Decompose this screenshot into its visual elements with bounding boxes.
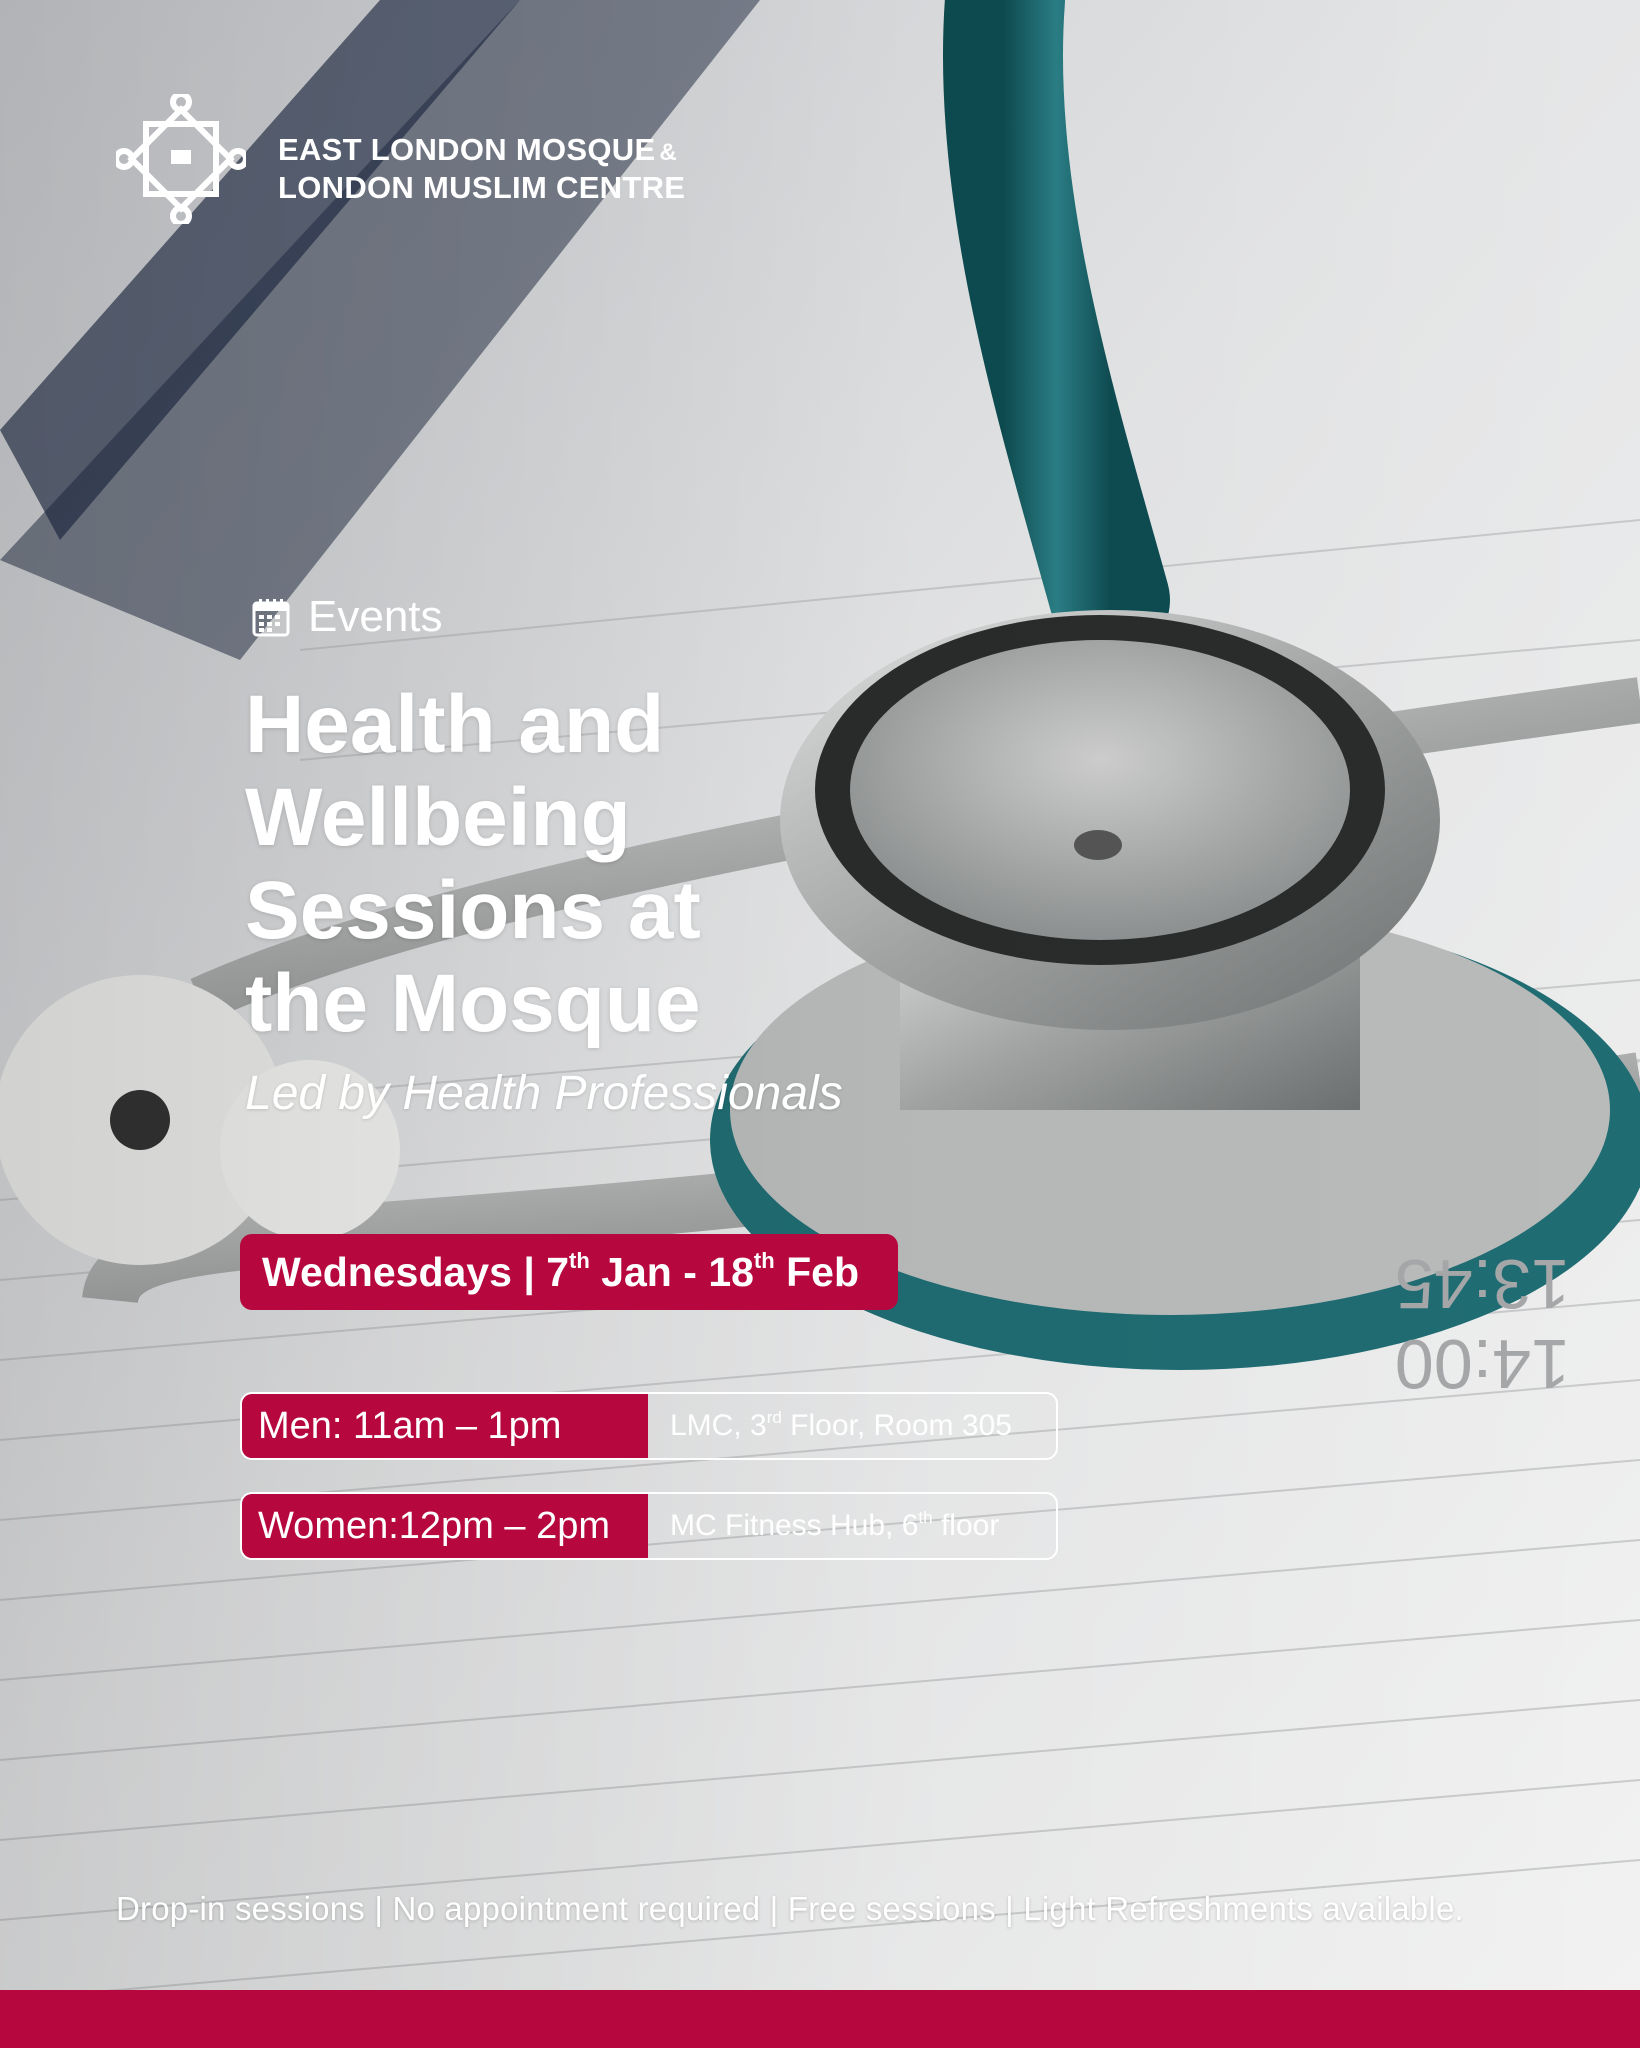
session-row-men [240, 1392, 1058, 1460]
page-subtitle: Led by Health Professionals [245, 1067, 843, 1120]
category-label [252, 592, 443, 642]
category-text: Events [308, 592, 443, 641]
session-time: Women:12pm – 2pm [242, 1494, 648, 1558]
org-ampersand: & [659, 139, 678, 166]
geometric-star-logo-icon [116, 94, 246, 224]
session-location: LMC, 3rd Floor, Room 305 [670, 1408, 1012, 1442]
session-time: Men: 11am – 1pm [242, 1394, 648, 1458]
session-row-women [240, 1492, 1058, 1560]
footnote: Drop-in sessions | No appointment required | Free sessions | Light Refreshments available. [116, 1890, 1464, 1927]
page-title: Health and Wellbeing Sessions at the Mosque [245, 679, 701, 1049]
org-line-2: LONDON MUSLIM CENTRE [278, 170, 686, 205]
date-range-badge: Wednesdays | 7th Jan - 18th Feb [240, 1234, 898, 1310]
bottom-accent-bar [0, 1990, 1640, 2048]
session-location: MC Fitness Hub, 6th floor [670, 1508, 1000, 1542]
org-line-1: EAST LONDON MOSQUE & [278, 132, 678, 167]
calendar-icon [252, 597, 290, 637]
organization-name [278, 132, 685, 205]
